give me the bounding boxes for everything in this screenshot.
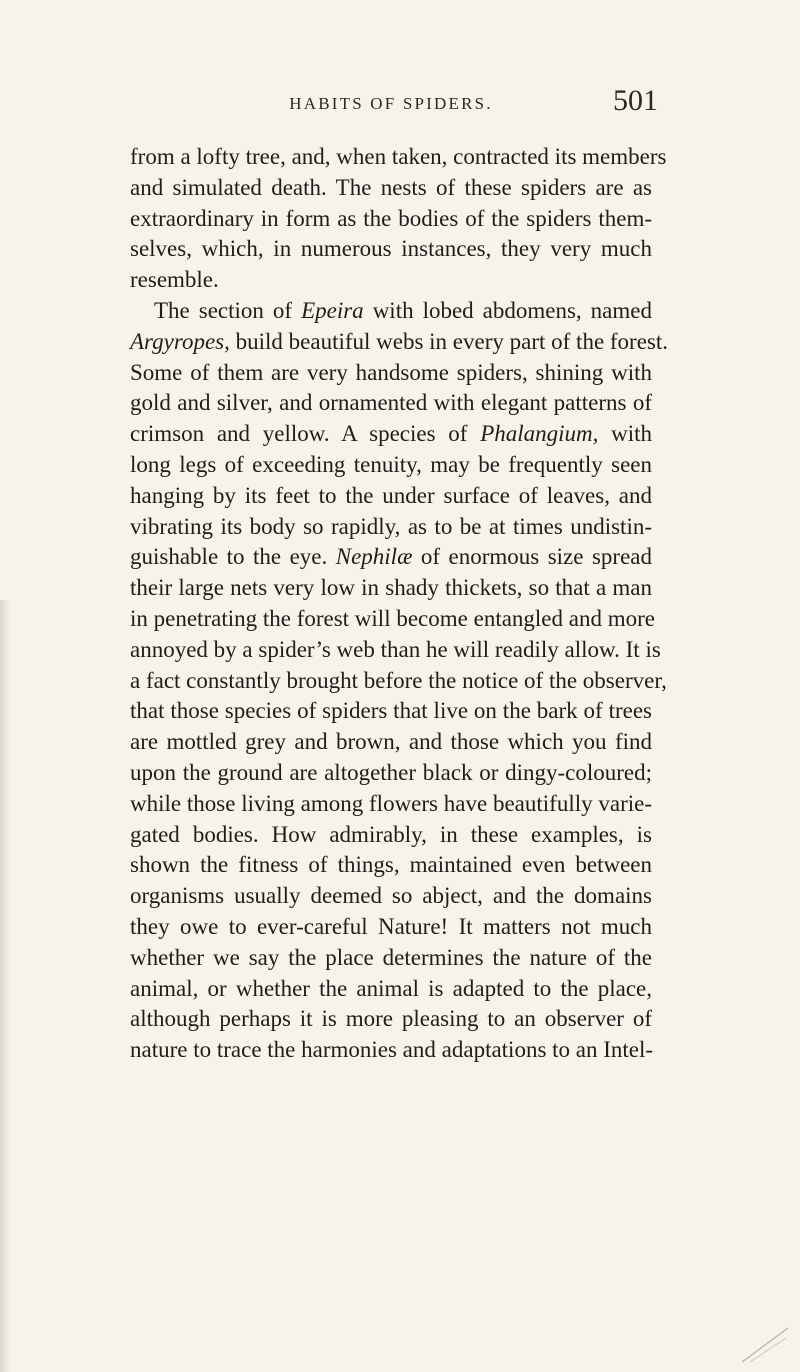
- text-segment: build beautiful webs in every part of the forest.: [229, 328, 669, 354]
- text-line: nature to trace the harmonies and adaptations to an Intel-: [130, 1037, 654, 1063]
- text-line: gated bodies. How admirably, in these examples, is: [130, 821, 652, 847]
- text-line: upon the ground are altogether black or dingy-coloured;: [130, 759, 652, 785]
- text-segment: The section of: [154, 297, 302, 323]
- text-segment: of enormous size spread: [412, 544, 652, 570]
- text-line: organisms usually deemed so abject, and the domains: [130, 883, 652, 909]
- text-line: hanging by its feet to the under surface of leaves, and: [130, 482, 652, 508]
- text-line: [130, 327, 669, 358]
- text-line: a fact constantly brought before the notice of the observer,: [130, 667, 667, 693]
- italic-term: Phalangium,: [480, 421, 599, 447]
- text-line: are mottled grey and brown, and those which you find: [130, 729, 652, 755]
- text-line: whether we say the place determines the nature of the: [130, 944, 652, 970]
- page-gutter-shadow: [0, 600, 10, 1372]
- italic-term: Argyropes,: [130, 328, 230, 354]
- text-line: that those species of spiders that live on the bark of trees: [130, 698, 652, 724]
- italic-term: Epeira: [301, 297, 364, 323]
- text-line: gold and silver, and ornamented with elegant patterns of: [130, 390, 652, 416]
- text-segment: crimson and yellow. A species of: [130, 421, 481, 447]
- text-line: annoyed by a spider’s web than he will readily allow. It is: [130, 636, 661, 662]
- text-segment: with lobed abdomens, named: [363, 297, 652, 323]
- text-line: long legs of exceeding tenuity, may be frequently seen: [130, 451, 652, 477]
- text-segment: with: [598, 421, 653, 447]
- page-number: 501: [613, 84, 658, 117]
- text-line: shown the fitness of things, maintained even between: [130, 852, 652, 878]
- text-line: animal, or whether the animal is adapted to the place,: [130, 975, 652, 1001]
- text-segment: guishable to the eye.: [130, 544, 336, 570]
- corner-pencil-mark: [740, 1324, 790, 1364]
- text-line: and simulated death. The nests of these spiders are as: [130, 174, 652, 200]
- text-line: [130, 542, 652, 573]
- text-line: although perhaps it is more pleasing to an observer of: [130, 1006, 652, 1032]
- page-header: [130, 84, 658, 130]
- text-line: extraordinary in form as the bodies of the spiders them-: [130, 205, 652, 231]
- text-line: selves, which, in numerous instances, they very much: [130, 236, 652, 262]
- body-text: [130, 142, 669, 1066]
- italic-term: Nephilæ: [335, 544, 413, 570]
- text-line: while those living among flowers have beautifully varie-: [130, 790, 652, 816]
- text-line: in penetrating the forest will become entangled and more: [130, 605, 655, 631]
- text-line: vibrating its body so rapidly, as to be at times undistin-: [130, 513, 652, 539]
- text-line: [130, 296, 652, 327]
- text-line: they owe to ever-careful Nature! It matters not much: [130, 913, 652, 939]
- text-line: their large nets very low in shady thickets, so that a man: [130, 575, 652, 601]
- text-line: resemble.: [130, 267, 219, 293]
- text-line: Some of them are very handsome spiders, shining with: [130, 359, 652, 385]
- text-line: [130, 419, 652, 450]
- text-line: from a lofty tree, and, when taken, contracted its members: [130, 144, 667, 169]
- running-head: HABITS OF SPIDERS.: [289, 94, 493, 113]
